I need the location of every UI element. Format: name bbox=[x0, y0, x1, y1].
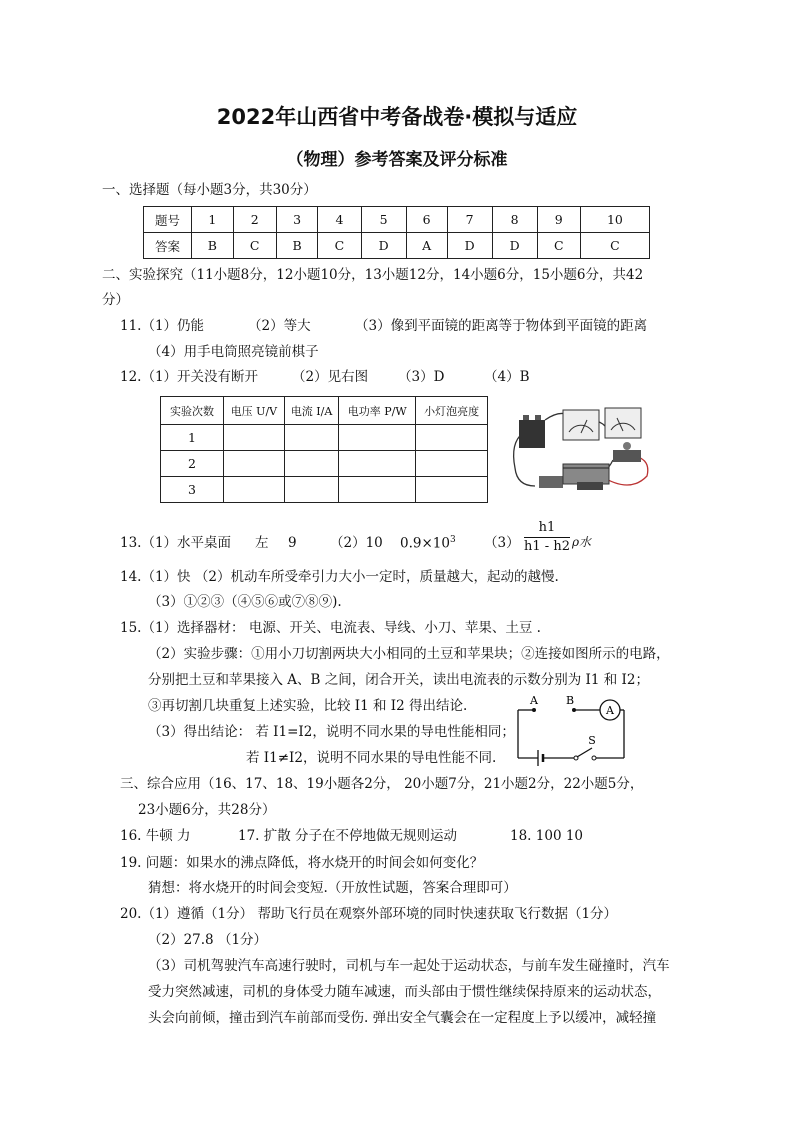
ammeter-label: A bbox=[606, 704, 614, 717]
q14-line2: （3）①②③（④⑤⑥或⑦⑧⑨). bbox=[148, 594, 342, 610]
q19-question: 19. 问题：如果水的沸点降低，将水烧开的时间会如何变化？ bbox=[120, 855, 484, 871]
q13-part5 bbox=[400, 535, 456, 552]
section-2-heading: 二、实验探究（11小题8分，12小题10分，13小题12分，14小题6分，15小题6分，共42 bbox=[102, 267, 644, 283]
answer-cell: A bbox=[406, 233, 447, 259]
q13-part4: （2）10 bbox=[330, 535, 383, 551]
q15-line3: 分别把土豆和苹果接入 A、B 之间，闭合开关，读出电流表的示数分别为 I1 和 I2； bbox=[148, 672, 649, 688]
table-cell bbox=[339, 451, 416, 477]
row-label-number: 题号 bbox=[144, 207, 192, 233]
answer-cell: D bbox=[447, 233, 492, 259]
terminal-b-label: B bbox=[565, 694, 575, 707]
density-fraction bbox=[524, 520, 570, 555]
table-cell bbox=[416, 477, 488, 503]
q12-part3: （3）D bbox=[398, 369, 445, 385]
answer-cell: B bbox=[192, 233, 234, 259]
question-number: 9 bbox=[537, 207, 580, 233]
answer-cell: D bbox=[492, 233, 537, 259]
section-2-heading-cont: 分） bbox=[102, 292, 129, 308]
q20-part2: （2）27.8 （1分） bbox=[148, 932, 268, 948]
answer-cell: C bbox=[318, 233, 361, 259]
q20-part3-line2: 受力突然减速，司机的身体受力随车减速，而头部由于惯性继续保持原来的运动状态， bbox=[148, 984, 661, 1000]
section-1-heading: 一、选择题（每小题3分，共30分） bbox=[102, 182, 317, 198]
q15-line6: 若 I1≠I2，说明不同水果的导电性能不同. bbox=[246, 750, 497, 766]
question-number: 2 bbox=[233, 207, 276, 233]
q15-line2: （2）实验步骤：①用小刀切割两块大小相同的土豆和苹果块；②连接如图所示的电路， bbox=[148, 646, 670, 662]
q11-part3: （3）像到平面镜的距离等于物体到平面镜的距离 bbox=[355, 318, 648, 334]
switch-label: S bbox=[588, 734, 596, 747]
q20-part3-line1: （3）司机驾驶汽车高速行驶时，司机与车一起处于运动状态，与前车发生碰撞时，汽车 bbox=[148, 958, 670, 974]
col-header: 实验次数 bbox=[161, 397, 224, 425]
q11-part2: （2）等大 bbox=[248, 318, 311, 334]
q14-line1: 14.（1）快 （2）机动车所受牵引力大小一定时，质量越大，起动的越慢. bbox=[120, 569, 559, 585]
fruit-circuit-diagram bbox=[512, 694, 632, 766]
page-title: 2022年山西省中考备战卷·模拟与适应 bbox=[216, 105, 578, 129]
answer-cell: C bbox=[537, 233, 580, 259]
rho-water: ρ水 bbox=[572, 535, 592, 549]
q13-part1: 13.（1）水平桌面 bbox=[120, 535, 232, 551]
q19-hypothesis: 猜想：将水烧开的时间会变短.（开放性试题，答案合理即可） bbox=[148, 880, 517, 896]
question-number: 7 bbox=[447, 207, 492, 233]
experiment-table bbox=[160, 396, 488, 503]
table-cell bbox=[284, 425, 339, 451]
q20-part1: 20.（1）遵循（1分） 帮助飞行员在观察外部环境的同时快速获取飞行数据（1分） bbox=[120, 906, 618, 922]
table-cell bbox=[339, 425, 416, 451]
q13-part2: 左 bbox=[255, 535, 269, 551]
q12-part1: 12.（1）开关没有断开 bbox=[120, 369, 259, 385]
col-header: 电功率 P/W bbox=[339, 397, 416, 425]
q15-line4: ③再切割几块重复上述实验，比较 I1 和 I2 得出结论. bbox=[148, 698, 468, 714]
answer-cell: C bbox=[580, 233, 649, 259]
fraction-denominator: h1 - h2 bbox=[524, 539, 570, 554]
question-number: 1 bbox=[192, 207, 234, 233]
q13-part3: 9 bbox=[288, 535, 297, 551]
row-label-answer: 答案 bbox=[144, 233, 192, 259]
answer-cell: C bbox=[233, 233, 276, 259]
q16-answer: 16. 牛顿 力 bbox=[120, 828, 191, 844]
table-cell bbox=[339, 477, 416, 503]
terminal-a-label: A bbox=[530, 694, 538, 707]
answer-cell: B bbox=[276, 233, 318, 259]
question-number: 10 bbox=[580, 207, 649, 233]
fraction-bar bbox=[524, 537, 570, 538]
trial-number: 1 bbox=[161, 425, 224, 451]
density-value: 0.9×10 bbox=[400, 535, 450, 552]
answer-cell: D bbox=[361, 233, 406, 259]
trial-number: 2 bbox=[161, 451, 224, 477]
question-number: 8 bbox=[492, 207, 537, 233]
q11-part1: 11.（1）仍能 bbox=[120, 318, 205, 334]
trial-number: 3 bbox=[161, 477, 224, 503]
q20-part3-line3: 头会向前倾，撞击到汽车前部而受伤. 弹出安全气囊会在一定程度上予以缓冲，减轻撞 bbox=[148, 1010, 657, 1026]
q12-part4: （4）B bbox=[484, 369, 530, 385]
table-cell bbox=[416, 451, 488, 477]
answer-table bbox=[143, 206, 650, 259]
section-3-heading: 三、综合应用（16、17、18、19小题各2分， 20小题7分，21小题2分，22小题5分， bbox=[120, 776, 644, 792]
q11-part4: （4）用手电筒照亮镜前棋子 bbox=[148, 344, 319, 360]
q13-part6: （3） bbox=[484, 535, 520, 551]
section-3-heading-cont: 23小题6分，共28分） bbox=[138, 802, 276, 818]
table-cell bbox=[224, 477, 285, 503]
table-cell bbox=[224, 451, 285, 477]
question-number: 5 bbox=[361, 207, 406, 233]
q17-answer: 17. 扩散 分子在不停地做无规则运动 bbox=[238, 828, 458, 844]
table-cell bbox=[284, 477, 339, 503]
table-cell bbox=[284, 451, 339, 477]
question-number: 3 bbox=[276, 207, 318, 233]
question-number: 4 bbox=[318, 207, 361, 233]
density-exponent: 3 bbox=[449, 535, 456, 545]
q18-answer: 18. 100 10 bbox=[510, 828, 583, 844]
question-number: 6 bbox=[406, 207, 447, 233]
col-header: 电流 I/A bbox=[284, 397, 339, 425]
table-cell bbox=[224, 425, 285, 451]
q15-line1: 15.（1）选择器材： 电源、开关、电流表、导线、小刀、苹果、土豆 . bbox=[120, 620, 541, 636]
q15-line5: （3）得出结论： 若 I1=I2，说明不同水果的导电性能相同； bbox=[148, 724, 515, 740]
col-header: 电压 U/V bbox=[224, 397, 285, 425]
circuit-apparatus-figure bbox=[505, 398, 653, 500]
table-cell bbox=[416, 425, 488, 451]
col-header: 小灯泡亮度 bbox=[416, 397, 488, 425]
page-subtitle: （物理）参考答案及评分标准 bbox=[286, 150, 508, 170]
q12-part2: （2）见右图 bbox=[292, 369, 369, 385]
fraction-numerator: h1 bbox=[538, 520, 556, 535]
